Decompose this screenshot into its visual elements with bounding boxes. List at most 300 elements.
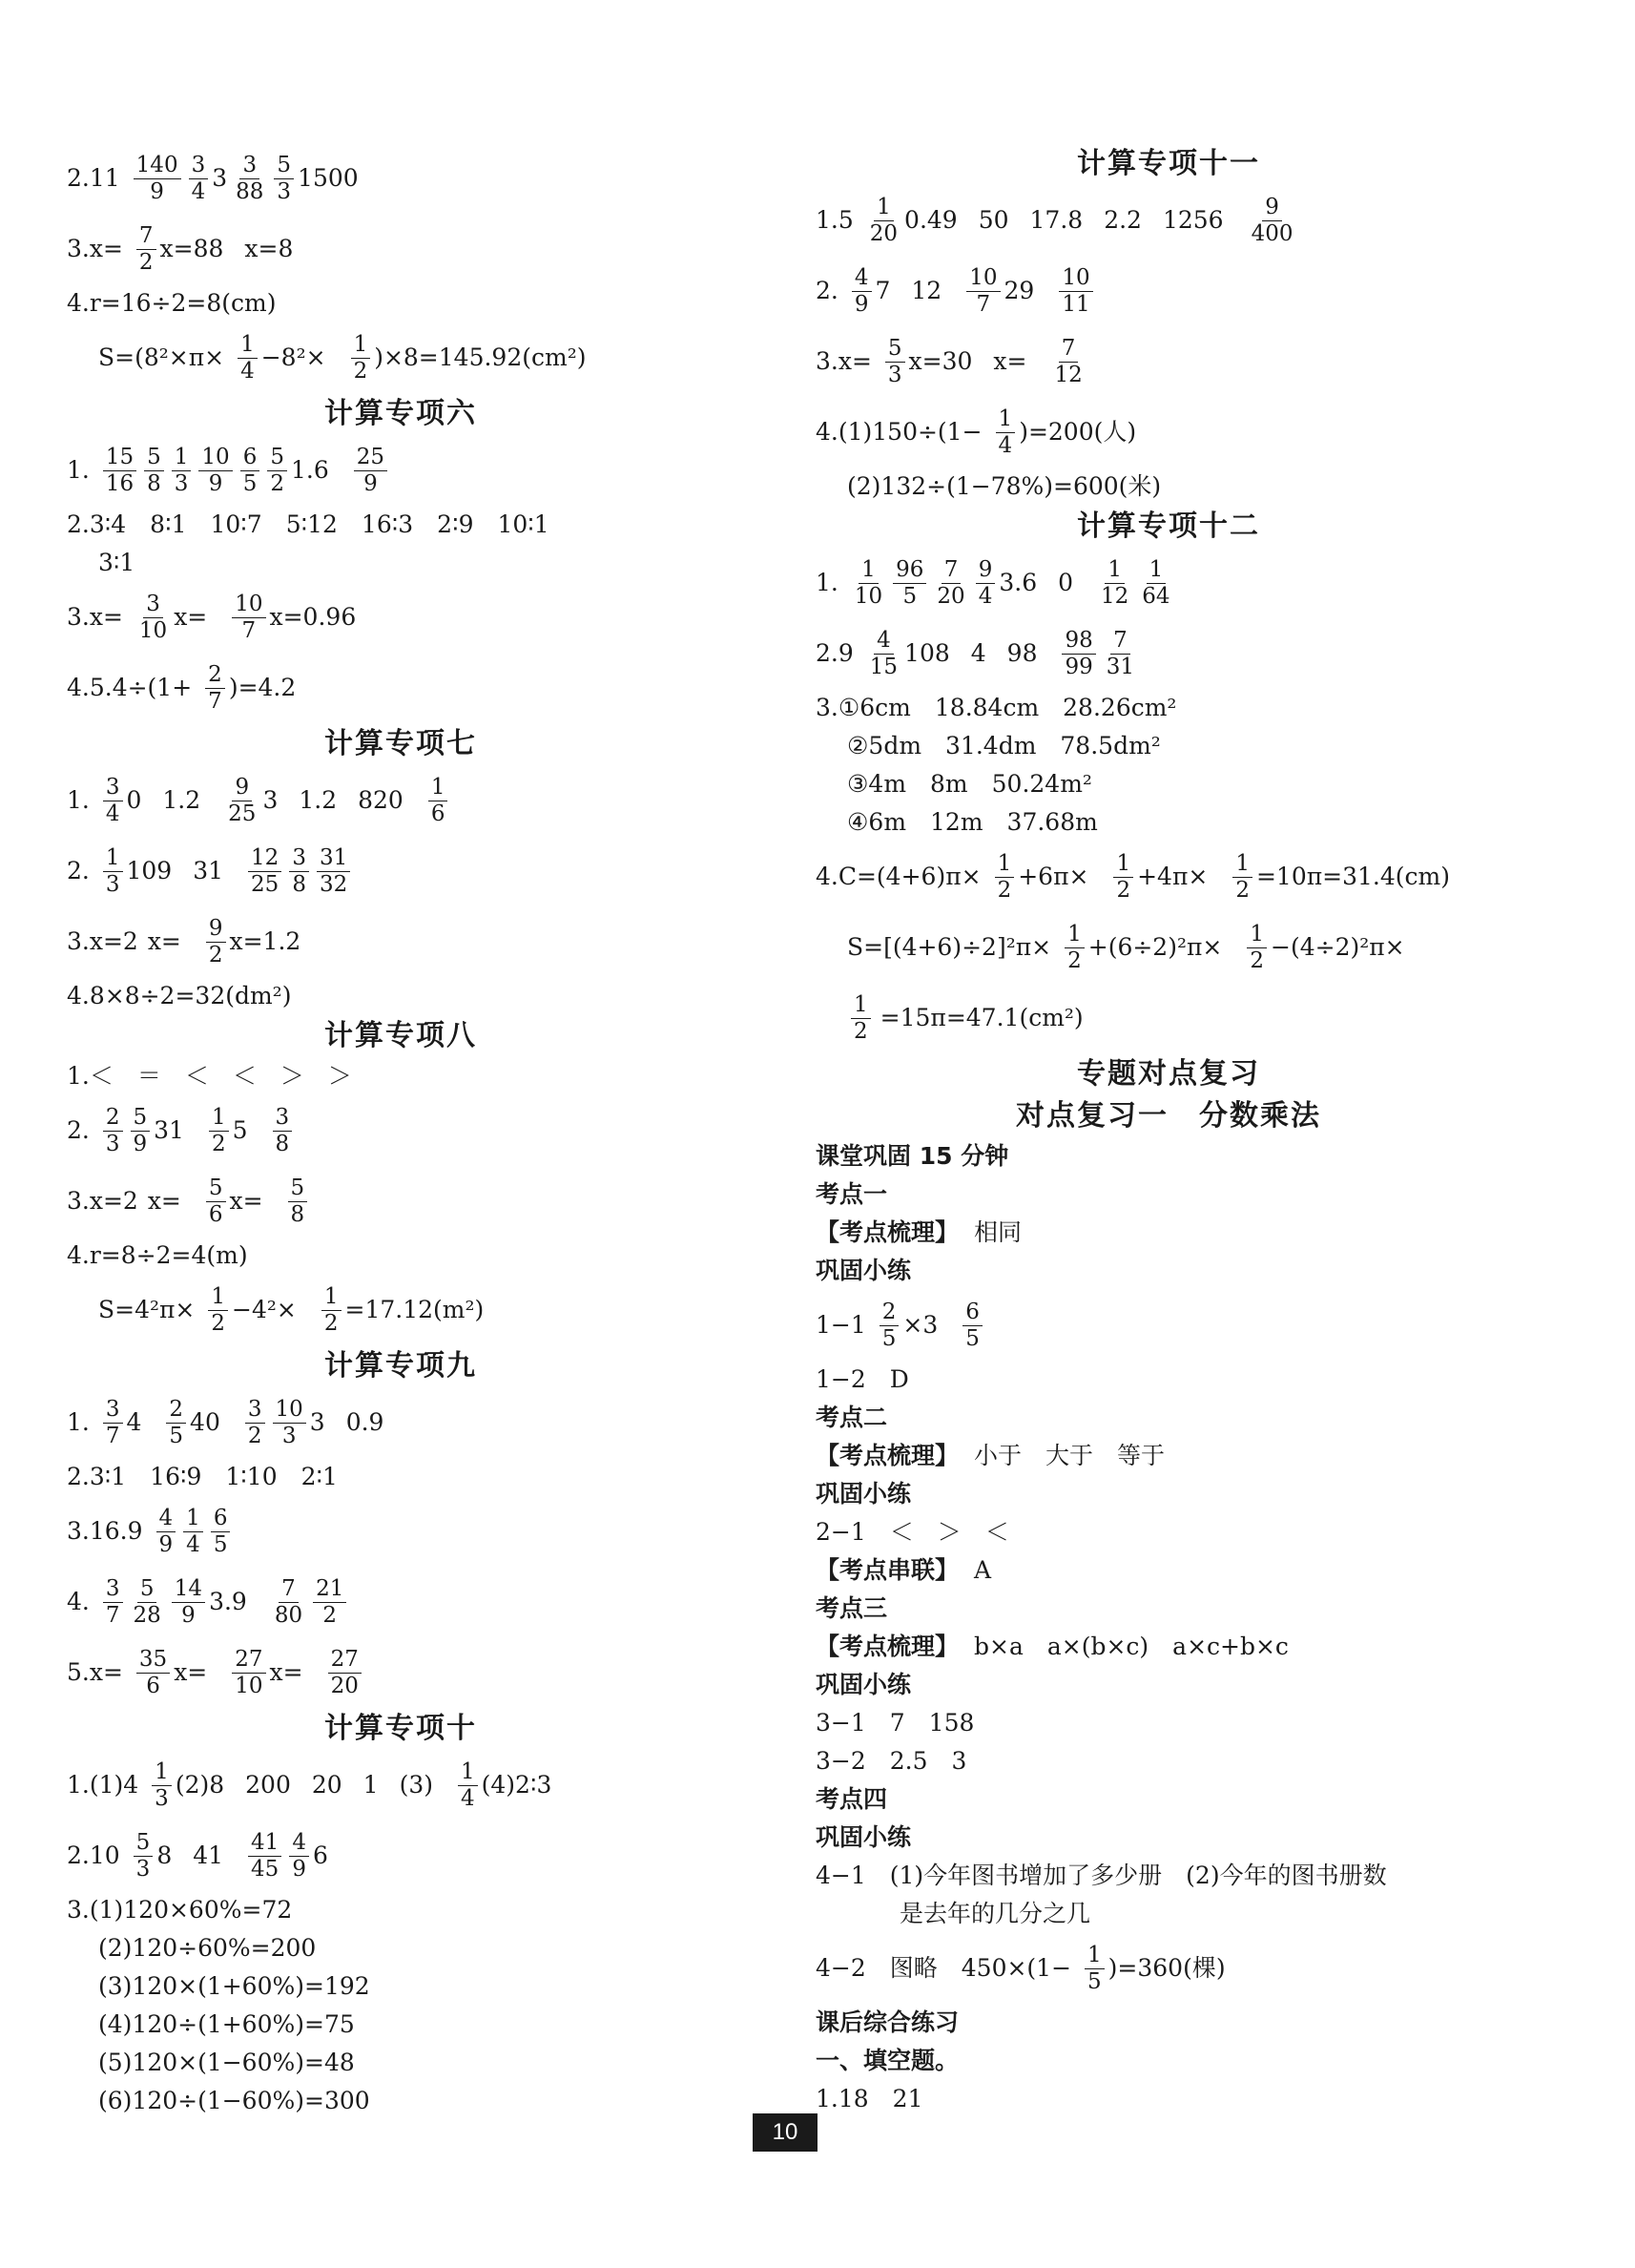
fraction	[354, 445, 387, 497]
fraction	[267, 445, 287, 497]
key-point-label: 【考点梳理】	[816, 1442, 960, 1469]
denominator: 4	[461, 1785, 475, 1811]
numerator: 10	[232, 592, 265, 618]
answer-line	[67, 1095, 735, 1166]
numerator: 1	[996, 406, 1016, 433]
section-heading: 对点复习一 分数乘法	[1016, 1099, 1321, 1133]
section-heading: 计算专项十二	[1077, 510, 1260, 543]
answer-text: (3)	[399, 1771, 433, 1799]
key-point-answer: 小于 大于 等于	[974, 1442, 1166, 1469]
answer-text: 1500	[298, 164, 359, 192]
answer-line	[816, 1895, 1521, 1933]
answer-text: =10π=31.4(cm)	[1255, 863, 1450, 890]
denominator: 9	[292, 1856, 306, 1882]
answer-text: 1.18 21	[816, 2085, 923, 2112]
answer-line	[816, 618, 1521, 689]
answer-text: 4	[970, 639, 986, 667]
answer-text: 12	[911, 277, 942, 304]
answer-line	[67, 214, 735, 284]
numerator: 1	[428, 775, 448, 801]
answer-text: 4.r=16÷2=8(cm)	[67, 289, 277, 317]
subheading: 巩固小练	[816, 1823, 912, 1851]
denominator: 15	[869, 654, 899, 679]
answer-text: x=88	[159, 235, 224, 262]
section-heading: 计算专项九	[324, 1349, 477, 1383]
numerator: 3	[103, 1576, 123, 1603]
section-heading: 计算专项六	[324, 397, 477, 430]
numerator: 6	[962, 1300, 983, 1326]
denominator: 9	[133, 1131, 148, 1156]
numerator: 4	[156, 1506, 176, 1532]
fraction	[103, 1397, 123, 1449]
numerator: 1	[1247, 922, 1267, 948]
fraction	[996, 406, 1016, 459]
numerator: 4	[874, 628, 894, 655]
answer-text: 2.	[816, 277, 838, 304]
fraction	[205, 662, 225, 715]
answer-text: 1256	[1162, 206, 1224, 234]
answer-text: 3.x=	[67, 235, 123, 262]
denominator: 4	[998, 432, 1013, 458]
numerator: 7	[942, 557, 962, 584]
subheading: 巩固小练	[816, 1480, 912, 1508]
fraction	[966, 265, 1000, 318]
answer-text: (4)2∶3	[481, 1771, 552, 1799]
fraction	[232, 592, 265, 644]
denominator: 5	[965, 1325, 980, 1351]
answer-line	[67, 1929, 735, 1967]
answer-line	[67, 1057, 735, 1095]
answer-line	[816, 912, 1521, 983]
answer-text: ×3	[902, 1311, 939, 1339]
answer-text: 7	[875, 277, 891, 304]
numerator: 1	[183, 1506, 203, 1532]
answer-text: 4.r=8÷2=4(m)	[67, 1241, 248, 1269]
answer-line	[67, 653, 735, 723]
fraction	[1062, 628, 1095, 680]
numerator: 1	[859, 557, 879, 584]
answer-line	[816, 185, 1521, 256]
denominator: 20	[869, 220, 899, 246]
numerator: 7	[1059, 336, 1079, 363]
answer-text: 5.x=	[67, 1658, 123, 1686]
numerator: 1	[208, 1284, 228, 1311]
left-column	[67, 143, 735, 2120]
numerator: 27	[232, 1647, 265, 1674]
denominator: 3	[281, 1423, 297, 1448]
denominator: 5	[881, 1325, 897, 1351]
numerator: 10	[198, 445, 232, 471]
denominator: 3	[105, 1131, 120, 1156]
denominator: 12	[1101, 583, 1129, 609]
fraction	[1051, 336, 1085, 388]
denominator: 3	[105, 871, 120, 897]
answer-text: 1.(1)4	[67, 1771, 139, 1799]
denominator: 2	[247, 1423, 262, 1448]
answer-text: 1.	[67, 456, 90, 484]
answer-text: 是去年的几分之几	[900, 1900, 1091, 1927]
fraction	[238, 332, 258, 385]
fraction	[183, 1506, 203, 1558]
denominator: 32	[319, 871, 348, 897]
answer-text: 4.8×8÷2=32(dm²)	[67, 982, 292, 1009]
answer-text: x=0.96	[269, 603, 357, 631]
answer-text: 3−2 2.5 3	[816, 1747, 967, 1775]
right-column	[816, 143, 1521, 2118]
fraction	[289, 845, 309, 898]
key-point-label: 【考点梳理】	[816, 1218, 960, 1246]
denominator: 2	[211, 1131, 226, 1156]
fraction	[172, 1576, 205, 1629]
answer-text: (3)120×(1+60%)=192	[98, 1972, 370, 2000]
fraction	[189, 153, 209, 205]
key-point-answer: A	[974, 1556, 992, 1584]
numerator: 1	[152, 1759, 172, 1786]
key-point-label: 【考点串联】	[816, 1556, 960, 1584]
answer-line	[816, 2080, 1521, 2118]
key-point-answer: 相同	[974, 1218, 1023, 1246]
numerator: 7	[136, 223, 156, 250]
answer-text: (2)8	[175, 1771, 225, 1799]
fraction	[273, 1397, 306, 1449]
denominator: 4	[191, 178, 206, 204]
answer-line	[67, 2006, 735, 2044]
numerator: 9	[976, 557, 996, 584]
answer-text: 4.5.4÷(1+	[67, 674, 193, 701]
numerator: 5	[267, 445, 287, 471]
denominator: 2	[1067, 947, 1082, 973]
denominator: 2	[1235, 877, 1250, 903]
answer-text: )=360(棵)	[1107, 1954, 1226, 1982]
denominator: 9	[181, 1602, 196, 1628]
denominator: 6	[430, 801, 445, 826]
numerator: 1	[995, 851, 1015, 878]
fraction	[172, 445, 192, 497]
fraction	[209, 1105, 229, 1157]
fraction	[208, 1284, 228, 1337]
fraction	[1065, 922, 1085, 974]
fraction	[233, 153, 266, 205]
fraction	[103, 845, 123, 898]
answer-text: 1.5	[816, 206, 854, 234]
numerator: 6	[211, 1506, 231, 1532]
answer-text: 5	[232, 1116, 248, 1144]
numerator: 3	[189, 153, 209, 179]
numerator: 1	[851, 992, 871, 1019]
answer-line	[67, 506, 735, 544]
answer-text: x=30	[908, 347, 973, 375]
numerator: 2	[166, 1397, 186, 1424]
answer-line	[816, 689, 1521, 727]
answer-line	[67, 1567, 735, 1637]
fraction	[232, 1647, 265, 1699]
fraction	[976, 557, 996, 610]
numerator: 1	[1065, 922, 1085, 948]
answer-text: 1.2	[299, 786, 338, 814]
answer-text: 4.C=(4+6)π×	[816, 863, 982, 890]
subheading: 巩固小练	[816, 1257, 912, 1284]
denominator: 25	[228, 801, 257, 826]
denominator: 5	[169, 1423, 184, 1448]
answer-text: 200	[245, 1771, 291, 1799]
denominator: 10	[854, 583, 883, 609]
answer-text: ④6m 12m 37.68m	[847, 808, 1098, 836]
key-point-label: 【考点梳理】	[816, 1633, 960, 1660]
answer-text: +(6÷2)²π×	[1087, 933, 1223, 961]
fraction	[1113, 851, 1133, 904]
answer-line	[816, 1857, 1521, 1895]
subheading: 考点三	[816, 1594, 888, 1622]
answer-text: ②5dm 31.4dm 78.5dm²	[847, 732, 1161, 759]
denominator: 3	[155, 1785, 169, 1811]
denominator: 4	[978, 583, 993, 609]
answer-text: 1.＜ ＝ ＜ ＜ ＞ ＞	[67, 1062, 352, 1090]
fraction	[134, 1830, 154, 1883]
numerator: 2	[205, 662, 225, 689]
answer-text: 4.	[67, 1588, 90, 1615]
numerator: 3	[239, 153, 259, 179]
answer-text: x=8	[244, 235, 294, 262]
denominator: 12	[1054, 362, 1083, 387]
denominator: 3	[135, 1856, 151, 1882]
answer-text: 6	[312, 1841, 328, 1869]
numerator: 1	[103, 845, 123, 872]
numerator: 4	[289, 1830, 309, 1857]
answer-text: −8²×	[260, 343, 326, 371]
answer-text: +4π×	[1137, 863, 1209, 890]
fraction	[245, 1397, 265, 1449]
answer-text: 3.x=	[67, 603, 123, 631]
numerator: 6	[240, 445, 260, 471]
fraction	[1085, 1943, 1105, 1995]
numerator: 3	[143, 592, 163, 618]
answer-text: x=	[993, 347, 1027, 375]
denominator: 9	[158, 1531, 174, 1557]
denominator: 8	[147, 470, 161, 496]
answer-text: x=	[269, 1658, 303, 1686]
denominator: 25	[251, 871, 279, 897]
answer-text: =15π=47.1(cm²)	[880, 1004, 1084, 1031]
answer-line	[816, 397, 1521, 468]
denominator: 7	[105, 1602, 120, 1628]
answer-text: 3.x=2	[67, 927, 138, 955]
numerator: 1	[874, 195, 894, 221]
answer-text: 3.9	[209, 1588, 247, 1615]
answer-text: 8	[156, 1841, 173, 1869]
answer-line	[67, 284, 735, 323]
answer-text: 1.2	[162, 786, 201, 814]
answer-line	[816, 765, 1521, 803]
fraction	[852, 557, 885, 610]
fraction	[198, 445, 232, 497]
denominator: 64	[1142, 583, 1170, 609]
numerator: 1	[1085, 1943, 1105, 1969]
fraction	[134, 153, 181, 205]
answer-text: 2.9	[816, 639, 854, 667]
fraction	[317, 845, 350, 898]
answer-text: 4−1 (1)今年图书增加了多少册 (2)今年的图书册数	[816, 1862, 1387, 1889]
numerator: 3	[103, 775, 123, 801]
fraction	[1247, 922, 1267, 974]
denominator: 20	[330, 1673, 359, 1698]
answer-text: 98	[1006, 639, 1038, 667]
denominator: 2	[323, 1310, 339, 1336]
answer-line	[67, 1891, 735, 1929]
fraction	[867, 195, 900, 247]
answer-text: 3.6	[999, 569, 1038, 596]
numerator: 1	[172, 445, 192, 471]
numerator: 1	[1105, 557, 1125, 584]
answer-text: ③4m 8m 50.24m²	[847, 770, 1092, 798]
answer-text: 1−1	[816, 1311, 866, 1339]
answer-text: S=[(4+6)÷2]²π×	[847, 933, 1052, 961]
key-point-line	[816, 1551, 1521, 1590]
numerator: 1	[1147, 557, 1167, 584]
answer-text: (2)132÷(1−78%)=600(米)	[847, 472, 1162, 500]
denominator: 8	[292, 871, 306, 897]
denominator: 10	[235, 1673, 263, 1698]
denominator: 9	[150, 178, 164, 204]
answer-line	[816, 468, 1521, 506]
answer-text: (5)120×(1−60%)=48	[98, 2049, 355, 2076]
subheading: 巩固小练	[816, 1671, 912, 1698]
answer-text: 3.(1)120×60%=72	[67, 1896, 293, 1924]
answer-text: 0	[126, 786, 142, 814]
answer-line	[67, 765, 735, 836]
answer-line	[816, 326, 1521, 397]
fraction	[136, 592, 170, 644]
denominator: 45	[251, 1856, 279, 1882]
answer-text: 3.x=2	[67, 1187, 138, 1215]
denominator: 5	[1087, 1968, 1102, 1994]
answer-line	[67, 1496, 735, 1567]
denominator: 400	[1251, 220, 1294, 246]
answer-line	[816, 548, 1521, 618]
fraction	[288, 1176, 308, 1228]
answer-line	[816, 1704, 1521, 1742]
denominator: 2	[138, 249, 154, 275]
answer-text: 2.3∶1 16∶9 1∶10 2∶1	[67, 1463, 338, 1490]
answer-line	[67, 2044, 735, 2082]
answer-text: 31	[154, 1116, 184, 1144]
denominator: 2	[1250, 947, 1265, 973]
subheading: 一、填空题。	[816, 2047, 960, 2074]
answer-text: 3	[309, 1408, 325, 1436]
answer-line	[67, 906, 735, 977]
numerator: 4	[852, 265, 872, 292]
denominator: 2	[211, 1310, 226, 1336]
denominator: 10	[138, 617, 168, 643]
denominator: 3	[174, 470, 189, 496]
answer-text: 109	[126, 857, 173, 884]
numerator: 140	[134, 153, 181, 179]
numerator: 12	[248, 845, 281, 872]
answer-line	[816, 1742, 1521, 1780]
answer-text: x=1.2	[229, 927, 301, 955]
fraction	[103, 1105, 123, 1157]
fraction	[995, 851, 1015, 904]
numerator: 27	[328, 1647, 362, 1674]
answer-line	[67, 2082, 735, 2120]
numerator: 2	[103, 1105, 123, 1132]
answer-text: 3.x=	[816, 347, 872, 375]
fraction	[136, 1647, 170, 1699]
answer-line	[67, 836, 735, 906]
numerator: 7	[279, 1576, 299, 1603]
answer-text: 0.9	[345, 1408, 384, 1436]
subheading: 课堂巩固 15 分钟	[816, 1142, 1009, 1170]
key-point-line	[816, 1628, 1521, 1666]
answer-line	[67, 1458, 735, 1496]
answer-line	[816, 1513, 1521, 1551]
denominator: 31	[1106, 654, 1135, 679]
numerator: 5	[206, 1176, 226, 1202]
denominator: 3	[887, 362, 902, 387]
numerator: 5	[134, 1830, 154, 1857]
denominator: 2	[854, 1018, 868, 1044]
denominator: 7	[105, 1423, 120, 1448]
fraction	[240, 445, 260, 497]
answer-text: )=200(人)	[1019, 418, 1137, 446]
denominator: 6	[208, 1201, 223, 1227]
subheading: 考点二	[816, 1404, 888, 1431]
denominator: 9	[208, 470, 223, 496]
section-heading: 计算专项八	[324, 1019, 477, 1052]
denominator: 7	[208, 688, 222, 714]
numerator: 10	[966, 265, 1000, 292]
denominator: 5	[213, 1531, 228, 1557]
denominator: 16	[105, 470, 135, 496]
fraction	[1139, 557, 1172, 610]
denominator: 2	[270, 470, 284, 496]
fraction	[851, 992, 871, 1045]
denominator: 2	[353, 358, 368, 384]
numerator: 3	[289, 845, 309, 872]
numerator: 1	[458, 1759, 478, 1786]
denominator: 99	[1065, 654, 1093, 679]
fraction	[962, 1300, 983, 1352]
fraction	[103, 445, 136, 497]
key-point-line	[816, 1437, 1521, 1475]
denominator: 4	[186, 1531, 200, 1557]
answer-text: 2.11	[67, 164, 120, 192]
answer-line	[816, 727, 1521, 765]
fraction	[103, 775, 123, 827]
numerator: 41	[248, 1830, 281, 1857]
fraction	[206, 1176, 226, 1228]
key-point-line	[816, 1214, 1521, 1252]
numerator: 31	[317, 845, 350, 872]
answer-text: +6π×	[1018, 863, 1089, 890]
numerator: 14	[172, 1576, 205, 1603]
numerator: 10	[273, 1397, 306, 1424]
numerator: 1	[209, 1105, 229, 1132]
fraction	[152, 1759, 172, 1812]
key-point-answer: b×a a×(b×c) a×c+b×c	[974, 1633, 1289, 1660]
numerator: 1	[1232, 851, 1252, 878]
numerator: 9	[1262, 195, 1282, 221]
page-number: 10	[753, 2113, 818, 2152]
answer-text: 2.	[67, 857, 90, 884]
subheading: 考点一	[816, 1180, 888, 1208]
answer-text: 1.	[816, 569, 838, 596]
answer-text: x=	[174, 603, 208, 631]
numerator: 5	[137, 1576, 157, 1603]
answer-line	[67, 1821, 735, 1891]
denominator: 5	[242, 470, 258, 496]
answer-line	[67, 1967, 735, 2006]
denominator: 9	[854, 291, 869, 317]
